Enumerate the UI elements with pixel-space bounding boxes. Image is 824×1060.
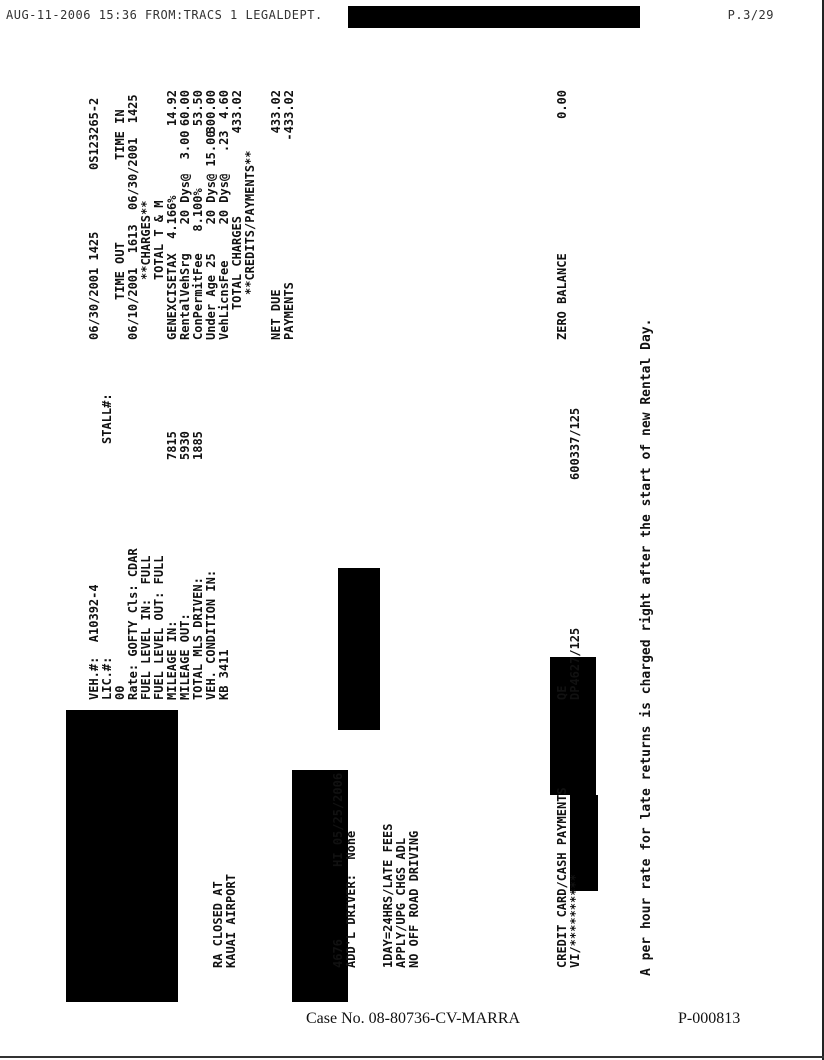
payments-amount: -433.02 xyxy=(282,90,296,141)
net-due-label: NET DUE xyxy=(269,289,283,340)
terms-line: 1DAY=24HRS/LATE FEES xyxy=(381,823,395,968)
zero-balance-label: ZERO BALANCE xyxy=(555,253,569,340)
kb-code: KB 3411 xyxy=(217,649,231,700)
charge-desc: TOTAL CHARGES xyxy=(230,216,244,310)
reference-number: 0S123265-2 xyxy=(87,97,101,170)
license-number: LIC.#: xyxy=(100,656,114,700)
charge-amount: 60.00 xyxy=(178,90,192,127)
time-out-label: TIME OUT xyxy=(113,242,127,300)
mileage-out-label: MILEAGE OUT: xyxy=(178,613,192,700)
additional-driver: ADD'L DRIVER: None xyxy=(344,830,358,968)
dp-code: DP4627/125 xyxy=(568,627,582,700)
charge-amount: 53.50 xyxy=(191,90,205,127)
return-location: KAUAI AIRPORT xyxy=(224,874,238,968)
fax-page-number: P.3/29 xyxy=(727,8,774,22)
total-miles-label: TOTAL MLS DRIVEN: xyxy=(191,577,205,700)
total-miles-value: 1885 xyxy=(191,431,205,460)
mileage-in-label: MILEAGE IN: xyxy=(165,620,179,700)
card-number: VI/********** xyxy=(568,874,582,968)
zero-balance-amount: 0.00 xyxy=(555,90,569,119)
right-code: 600337/125 xyxy=(568,407,582,480)
payments-label: PAYMENTS xyxy=(282,282,296,340)
closing-date: 06/30/2001 1425 xyxy=(87,231,101,340)
redaction-bar xyxy=(348,6,640,28)
charge-desc: VehLicnsFee 20 Dys@ .23 xyxy=(217,130,231,340)
rental-receipt xyxy=(60,80,780,1040)
charge-desc: Under Age 25 20 Dys@ 15.00 xyxy=(204,130,218,340)
qe-code: QE xyxy=(555,685,569,700)
credit-card-header: CREDIT CARD/CASH PAYMENTS xyxy=(555,787,569,968)
bates-number: P-000813 xyxy=(678,1010,741,1027)
charge-desc: RentalVehSrg 20 Dys@ 3.00 xyxy=(178,130,192,340)
terms-line: APPLY/UPG CHGS ADL xyxy=(394,837,408,968)
fuel-level-in: FUEL LEVEL IN: FULL xyxy=(139,555,153,700)
total-time-mileage: TOTAL T & M xyxy=(152,200,166,280)
vehicle-condition: VEH. CONDITION IN: xyxy=(204,569,218,700)
time-in-label: TIME IN xyxy=(113,109,127,160)
charge-amount: 14.92 xyxy=(165,90,179,127)
fuel-level-out: FUEL LEVEL OUT: FULL xyxy=(152,555,166,700)
mileage-out-value: 5930 xyxy=(178,431,192,460)
terms-line: NO OFF ROAD DRIVING xyxy=(407,830,421,968)
vehicle-number: VEH.#: A10392-4 xyxy=(87,584,101,700)
mileage-in-value: 7815 xyxy=(165,431,179,460)
vehicle-code: 00 xyxy=(113,685,127,700)
charge-amount: 300.00 xyxy=(204,90,218,134)
fax-transmission-line: AUG-11-2006 15:36 FROM:TRACS 1 LEGALDEPT. xyxy=(6,8,323,22)
customer-id-line: 4676 HI 05/25/2006 xyxy=(331,772,345,968)
stall-number: STALL#: xyxy=(100,393,114,444)
ra-closed-label: RA CLOSED AT xyxy=(211,881,225,968)
rate-class: Rate: GOFTY Cls: CDAR xyxy=(126,548,140,700)
charges-header: **CHARGES** xyxy=(139,200,153,280)
page-edge-line xyxy=(0,1056,824,1058)
charge-amount: 433.02 xyxy=(230,90,244,134)
rental-period: 06/10/2001 1613 06/30/2001 1425 xyxy=(126,94,140,340)
net-due-amount: 433.02 xyxy=(269,90,283,134)
credits-header: **CREDITS/PAYMENTS** xyxy=(243,150,257,295)
late-return-notice: A per hour rate for late returns is charged right after the start of new Rental Day. xyxy=(639,318,654,976)
charge-desc: GENEXCISETAX 4.166% xyxy=(165,195,179,340)
case-number: Case No. 08-80736-CV-MARRA xyxy=(306,1010,521,1027)
charge-desc: ConPermitFee 8.100% xyxy=(191,188,205,340)
charge-amount: 4.60 xyxy=(217,90,231,119)
